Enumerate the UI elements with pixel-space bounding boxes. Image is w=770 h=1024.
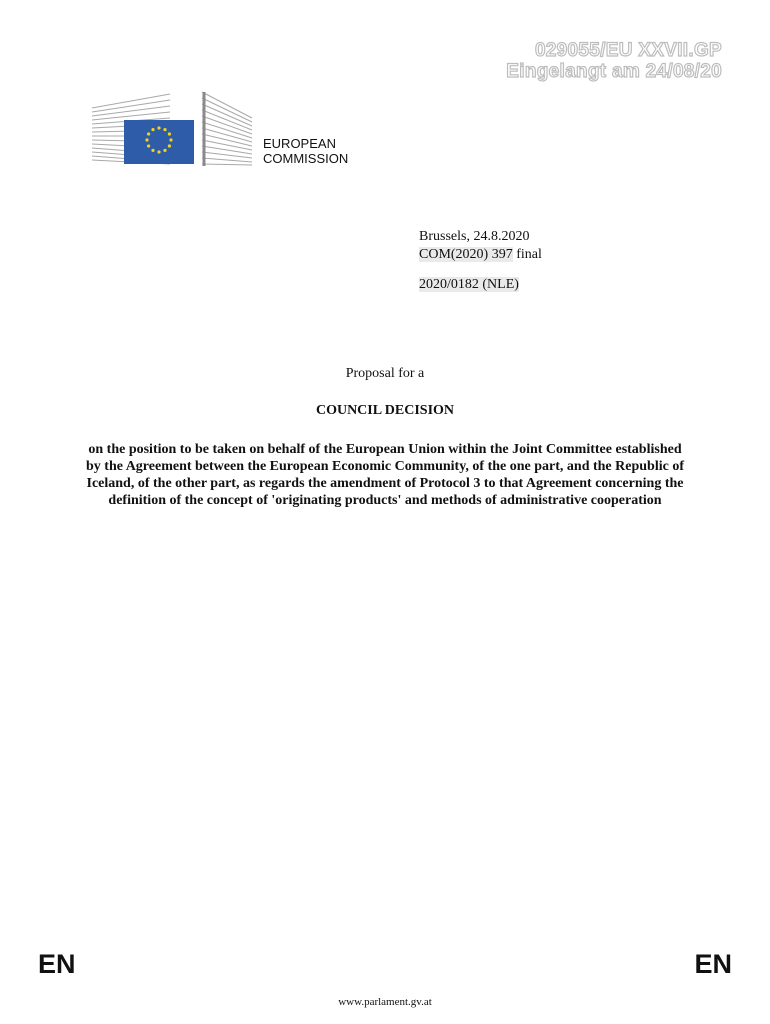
reception-stamp xyxy=(506,40,722,82)
procedure-number: 2020/0182 (NLE) xyxy=(419,277,519,292)
organisation-name: EUROPEAN COMMISSION xyxy=(263,136,349,166)
proposal-for-label: Proposal for a xyxy=(345,366,425,381)
document-subject: on the position to be taken on behalf of the European Union within the Joint Committee established by the Agreement between the European Economic Community, of the one part, and the Republic of Iceland, of the other part, as regards the amendment of Protocol 3 to that Agreement concerning the definition of the concept of 'originating products' and methods of administrative cooperation xyxy=(86,442,684,508)
stamp-received-date: Eingelangt am 24/08/20 xyxy=(506,61,722,82)
language-code-left: EN xyxy=(38,949,76,979)
com-reference: COM(2020) 397 xyxy=(419,247,513,262)
stamp-reference: 029055/EU XXVII.GP xyxy=(534,40,722,61)
document-metadata xyxy=(419,228,542,294)
language-code-right: EN xyxy=(694,949,732,979)
com-reference-suffix: final xyxy=(512,247,542,262)
document-type-title: COUNCIL DECISION xyxy=(315,403,455,418)
european-commission-logo xyxy=(90,90,260,166)
place-and-date: Brussels, 24.8.2020 xyxy=(419,229,530,244)
com-reference-line xyxy=(419,246,542,264)
footer-website: www.parlament.gv.at xyxy=(338,996,432,1008)
